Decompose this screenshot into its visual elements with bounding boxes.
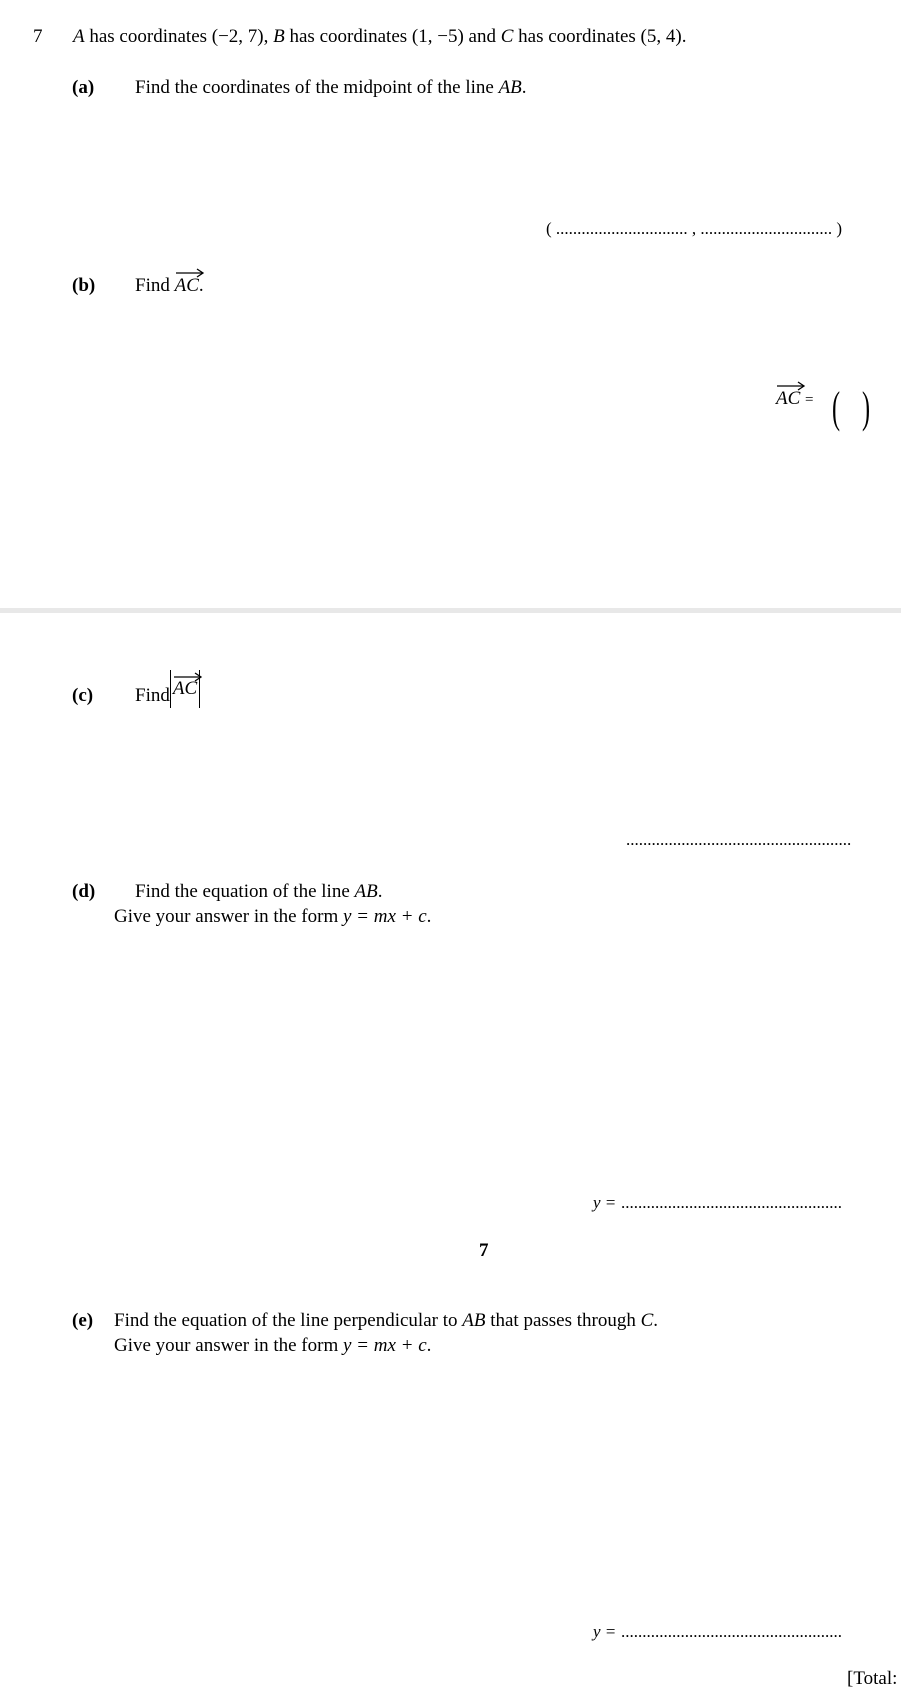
part-e-instruction: Give your answer in the form y = mx + c.	[114, 1335, 432, 1356]
part-b-question: Find AC.	[135, 275, 204, 298]
part-c-question: Find AC	[135, 668, 200, 708]
part-d-question: Find the equation of the line AB.	[135, 881, 383, 902]
question-intro: A has coordinates (−2, 7), B has coordinates (1, −5) and C has coordinates (5, 4).	[73, 26, 687, 47]
point-b: B	[273, 26, 285, 47]
part-e-label: (e)	[72, 1310, 94, 1331]
page-number: 7	[479, 1240, 489, 1261]
part-c-label: (c)	[72, 685, 94, 706]
column-vector-open-paren: (	[832, 383, 841, 432]
magnitude-bars	[170, 670, 200, 708]
part-a-question: Find the coordinates of the midpoint of the line AB.	[135, 77, 527, 98]
part-e-question: Find the equation of the line perpendicular to AB that passes through C.	[114, 1310, 659, 1331]
part-c-answer-line[interactable]: .....................................................	[626, 830, 852, 849]
vector-arrow-icon	[175, 268, 205, 278]
vector-arrow-icon	[776, 381, 806, 391]
total-label: [Total:	[847, 1668, 898, 1689]
part-d-instruction: Give your answer in the form y = mx + c.	[114, 906, 432, 927]
part-d-answer-line[interactable]: y = ....................................................	[593, 1193, 843, 1212]
question-number: 7	[33, 26, 43, 47]
point-a: A	[73, 26, 85, 47]
part-e-answer-line[interactable]: y = ....................................................	[593, 1622, 843, 1641]
part-a-answer-line[interactable]: ( ............................... , ............................... )	[546, 219, 843, 238]
vector-arrow-icon	[173, 672, 203, 682]
answer-vector-ac: AC	[776, 388, 800, 411]
point-c: C	[500, 26, 514, 47]
part-b-answer[interactable]: AC =	[776, 388, 814, 411]
part-a-label: (a)	[72, 77, 95, 98]
part-b-column-vector[interactable]	[832, 383, 871, 432]
page-divider	[0, 608, 901, 613]
part-d-label: (d)	[72, 881, 96, 902]
vector-ac: AC	[175, 275, 199, 298]
part-b-label: (b)	[72, 275, 96, 296]
column-vector-close-paren: )	[862, 383, 871, 432]
vector-ac: AC	[173, 679, 197, 698]
